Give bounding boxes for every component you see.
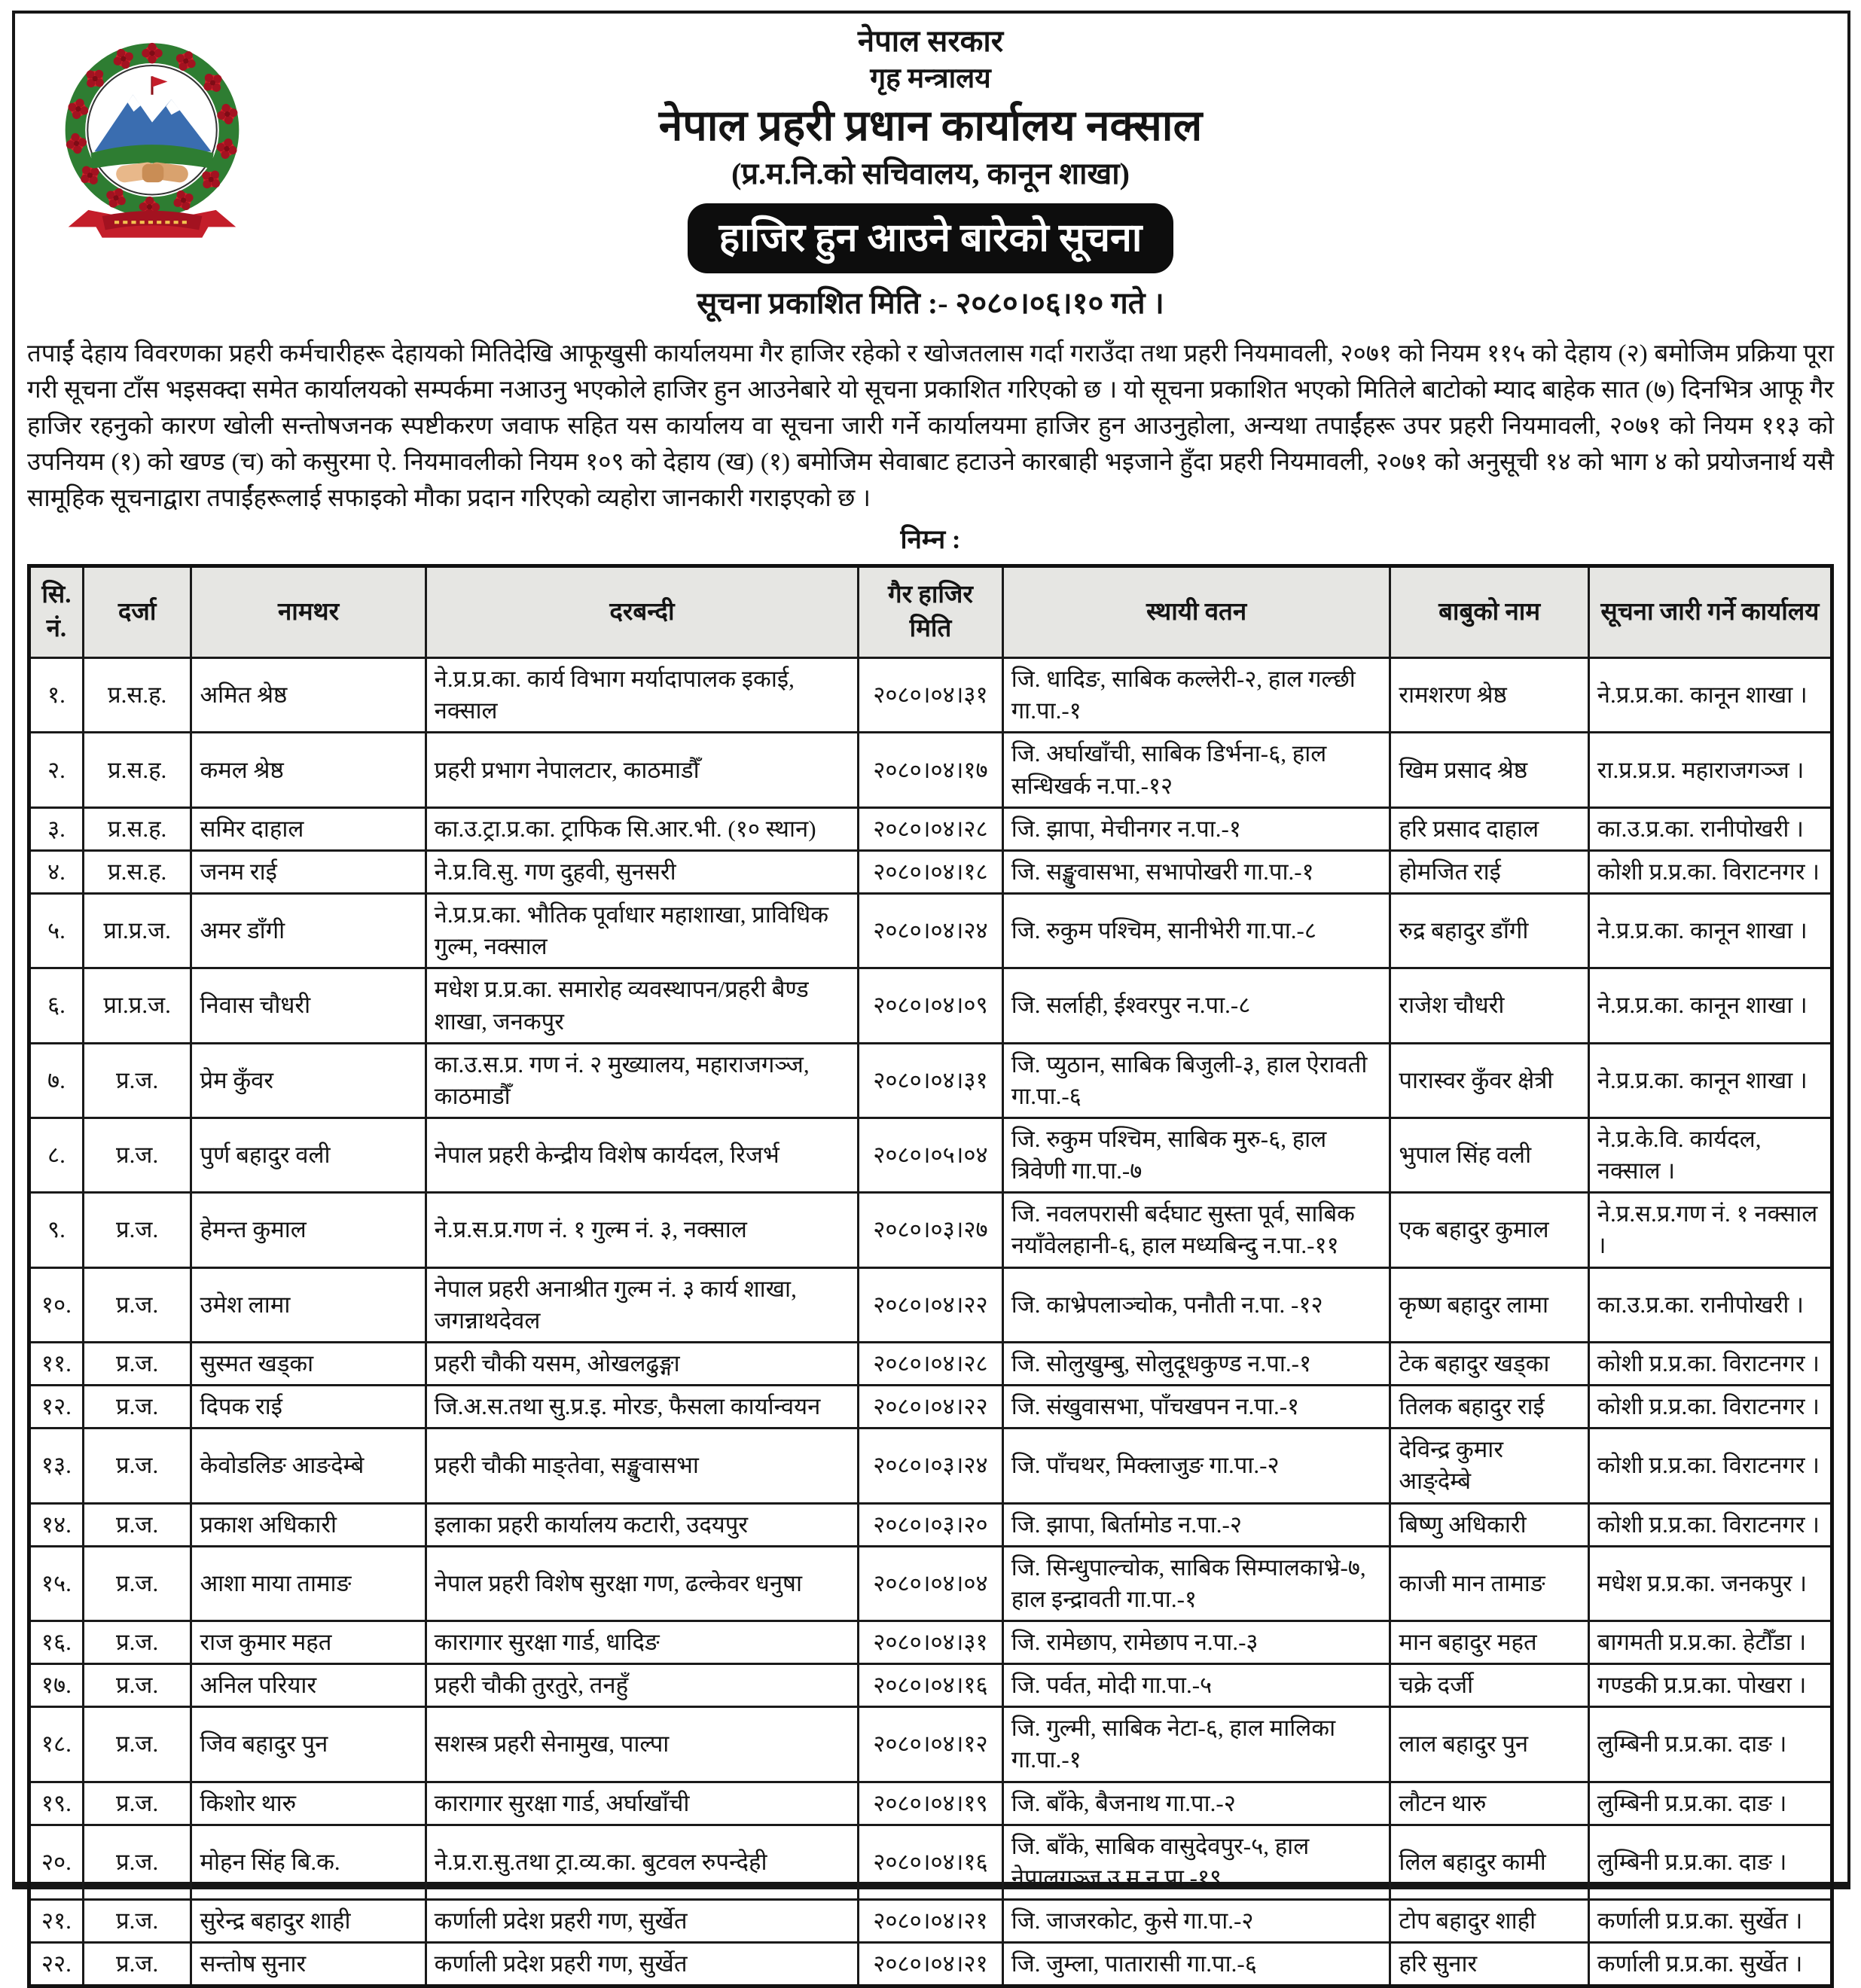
cell-absent-date: २०८०।०४।२२ (859, 1267, 1003, 1342)
cell-father-name: लिल बहादुर कामी (1390, 1825, 1588, 1899)
cell-posting: इलाका प्रहरी कार्यालय कटारी, उदयपुर (426, 1503, 859, 1546)
cell-issuing-office: बागमती प्र.प्र.का. हेटौँडा । (1588, 1621, 1832, 1664)
cell-rank: प्र.ज. (83, 1782, 191, 1825)
cell-name: सुरेन्द्र बहादुर शाही (191, 1900, 426, 1943)
cell-rank: प्रा.प्र.ज. (83, 894, 191, 968)
cell-sn: २१. (29, 1900, 84, 1943)
cell-rank: प्र.ज. (83, 1621, 191, 1664)
table-row (29, 1342, 1832, 1385)
cell-father-name: खिम प्रसाद श्रेष्ठ (1390, 733, 1588, 807)
cell-posting: ने.प्र.प्र.का. भौतिक पूर्वाधार महाशाखा, प्राविधिक गुल्म, नक्साल (426, 894, 859, 968)
cell-rank: प्र.स.ह. (83, 807, 191, 850)
cell-absent-date: २०८०।०४।२८ (859, 1342, 1003, 1385)
cell-rank: प्र.ज. (83, 1664, 191, 1707)
sub-office-name: (प्र.म.नि.को सचिवालय, कानून शाखा) (731, 156, 1130, 191)
cell-posting: ने.प्र.रा.सु.तथा ट्रा.व्य.का. बुटवल रुपन्देही (426, 1825, 859, 1899)
cell-absent-date: २०८०।०४।२२ (859, 1386, 1003, 1428)
table-row (29, 1900, 1832, 1943)
cell-absent-date: २०८०।०३।२० (859, 1503, 1003, 1546)
cell-father-name: काजी मान तामाङ (1390, 1546, 1588, 1621)
cell-issuing-office: ने.प्र.प्र.का. कानून शाखा । (1588, 894, 1832, 968)
cell-permanent-address: जि. काभ्रेपलाञ्चोक, पनौती न.पा. -१२ (1002, 1267, 1390, 1342)
cell-sn: १९. (29, 1782, 84, 1825)
cell-absent-date: २०८०।०५।०४ (859, 1117, 1003, 1192)
cell-absent-date: २०८०।०४।०९ (859, 968, 1003, 1043)
cell-permanent-address: जि. अर्घाखाँची, साबिक डिर्भना-६, हाल सन्धिखर्क न.पा.-१२ (1002, 733, 1390, 807)
cell-posting: ने.प्र.प्र.का. कार्य विभाग मर्यादापालक इकाई, नक्साल (426, 658, 859, 733)
table-header-row (29, 566, 1832, 658)
cell-permanent-address: जि. सर्लाही, ईश्वरपुर न.पा.-८ (1002, 968, 1390, 1043)
cell-father-name: बिष्णु अधिकारी (1390, 1503, 1588, 1546)
cell-name: पुर्ण बहादुर वली (191, 1117, 426, 1192)
cell-name: निवास चौधरी (191, 968, 426, 1043)
cell-issuing-office: लुम्बिनी प्र.प्र.का. दाङ । (1588, 1782, 1832, 1825)
cell-issuing-office: कोशी प्र.प्र.का. विराटनगर । (1588, 1342, 1832, 1385)
cell-father-name: रामशरण श्रेष्ठ (1390, 658, 1588, 733)
cell-issuing-office: ने.प्र.के.वि. कार्यदल, नक्साल । (1588, 1117, 1832, 1192)
cell-sn: ९. (29, 1193, 84, 1267)
cell-name: उमेश लामा (191, 1267, 426, 1342)
cell-rank: प्र.ज. (83, 1707, 191, 1782)
table-row (29, 1707, 1832, 1782)
cell-father-name: तिलक बहादुर राई (1390, 1386, 1588, 1428)
cell-permanent-address: जि. पाँचथर, मिक्लाजुङ गा.पा.-२ (1002, 1428, 1390, 1503)
cell-posting: नेपाल प्रहरी केन्द्रीय विशेष कार्यदल, रिजर्भ (426, 1117, 859, 1192)
notice-body-paragraph: तपाईं देहाय विवरणका प्रहरी कर्मचारीहरू देहायको मितिदेखि आफूखुसी कार्यालयमा गैर हाजिर रहेको र खोजतलास गर्दा गराउँदा तथा प्रहरी नियमावली, २०७१ को नियम ११५ को देहाय (२) बमोजिम प्रक्रिया पूरा गरी सूचना टाँस भइसक्दा समेत कार्यालयको सम्पर्कमा नआउनु भएकोले हाजिर हुन आउनेबारे यो सूचना प्रकाशित गरिएको छ । यो सूचना प्रकाशित भएको मितिले बाटोको म्याद बाहेक सात (७) दिनभित्र आफू गैर हाजिर रहनुको कारण खोली सन्तोषजनक स्पष्टीकरण जवाफ सहित यस कार्यालय वा सूचना जारी गर्ने कार्यालयमा हाजिर हुन आउनुहोला, अन्यथा तपाईंहरू उपर प्रहरी नियमावली, २०७१ को नियम ११३ को उपनियम (१) को खण्ड (च) को कसुरमा ऐ. नियमावलीको नियम १०९ को देहाय (ख) (१) बमोजिम सेवाबाट हटाउने कारबाही भइजाने हुँदा प्रहरी नियमावली, २०७१ को अनुसूची १४ को भाग ४ को प्रयोजनार्थ यसै सामूहिक सूचनाद्वारा तपाईंहरूलाई सफाइको मौका प्रदान गरिएको व्यहोरा जानकारी गराइएको छ । (27, 340, 1834, 513)
table-row (29, 850, 1832, 893)
cell-posting: का.उ.ट्रा.प्र.का. ट्राफिक सि.आर.भी. (१० स्थान) (426, 807, 859, 850)
cell-name: किशोर थारु (191, 1782, 426, 1825)
cell-sn: १७. (29, 1664, 84, 1707)
cell-issuing-office: कर्णाली प्र.प्र.का. सुर्खेत । (1588, 1943, 1832, 1986)
cell-name: आशा माया तामाङ (191, 1546, 426, 1621)
cell-father-name: देविन्द्र कुमार आङ्देम्बे (1390, 1428, 1588, 1503)
column-header-name: नामथर (191, 566, 426, 658)
cell-father-name: होमजित राई (1390, 850, 1588, 893)
header-row (29, 566, 1832, 658)
notice-title-banner: हाजिर हुन आउने बारेको सूचना (688, 203, 1174, 273)
table-row (29, 1546, 1832, 1621)
cell-rank: प्र.ज. (83, 1193, 191, 1267)
cell-rank: प्र.ज. (83, 1117, 191, 1192)
cell-issuing-office: ने.प्र.स.प्र.गण नं. १ नक्साल । (1588, 1193, 1832, 1267)
cell-permanent-address: जि. जाजरकोट, कुसे गा.पा.-२ (1002, 1900, 1390, 1943)
cell-name: दिपक राई (191, 1386, 426, 1428)
cell-posting: जि.अ.स.तथा सु.प्र.इ. मोरङ, फैसला कार्यान्वयन (426, 1386, 859, 1428)
cell-absent-date: २०८०।०४।२१ (859, 1943, 1003, 1986)
cell-permanent-address: जि. सङ्खुवासभा, सभापोखरी गा.पा.-१ (1002, 850, 1390, 893)
cell-issuing-office: का.उ.प्र.का. रानीपोखरी । (1588, 807, 1832, 850)
cell-father-name: टेक बहादुर खड्का (1390, 1342, 1588, 1385)
column-header-issuing-office: सूचना जारी गर्ने कार्यालय (1588, 566, 1832, 658)
cell-name: जिव बहादुर पुन (191, 1707, 426, 1782)
cell-posting: कारागार सुरक्षा गार्ड, अर्घाखाँची (426, 1782, 859, 1825)
cell-permanent-address: जि. प्युठान, साबिक बिजुली-३, हाल ऐरावती गा.पा.-६ (1002, 1043, 1390, 1117)
cell-rank: प्र.ज. (83, 1267, 191, 1342)
cell-name: प्रेम कुँवर (191, 1043, 426, 1117)
cell-name: सुस्मत खड्का (191, 1342, 426, 1385)
cell-permanent-address: जि. संखुवासभा, पाँचखपन न.पा.-१ (1002, 1386, 1390, 1428)
column-header-absent-date: गैर हाजिर मिति (859, 566, 1003, 658)
cell-posting: कर्णाली प्रदेश प्रहरी गण, सुर्खेत (426, 1943, 859, 1986)
cell-posting: प्रहरी चौकी यसम, ओखलढुङ्गा (426, 1342, 859, 1385)
cell-posting: कर्णाली प्रदेश प्रहरी गण, सुर्खेत (426, 1900, 859, 1943)
column-header-rank: दर्जा (83, 566, 191, 658)
cell-name: समिर दाहाल (191, 807, 426, 850)
cell-sn: १०. (29, 1267, 84, 1342)
letterhead (27, 23, 1834, 193)
cell-father-name: लौटन थारु (1390, 1782, 1588, 1825)
cell-absent-date: २०८०।०४।२१ (859, 1900, 1003, 1943)
cell-rank: प्र.ज. (83, 1900, 191, 1943)
cell-absent-date: २०८०।०४।३१ (859, 1043, 1003, 1117)
cell-name: अमर डाँगी (191, 894, 426, 968)
cell-posting: का.उ.स.प्र. गण नं. २ मुख्यालय, महाराजगञ्ज, काठमाडौँ (426, 1043, 859, 1117)
cell-father-name: कृष्ण बहादुर लामा (1390, 1267, 1588, 1342)
cell-rank: प्र.ज. (83, 1825, 191, 1899)
government-name: नेपाल सरकार (857, 24, 1004, 58)
cell-name: सन्तोष सुनार (191, 1943, 426, 1986)
cell-issuing-office: मधेश प्र.प्र.का. जनकपुर । (1588, 1546, 1832, 1621)
column-header-sn: सि. नं. (29, 566, 84, 658)
cell-issuing-office: गण्डकी प्र.प्र.का. पोखरा । (1588, 1664, 1832, 1707)
cell-issuing-office: रा.प्र.प्र.प्र. महाराजगञ्ज । (1588, 733, 1832, 807)
cell-issuing-office: ने.प्र.प्र.का. कानून शाखा । (1588, 968, 1832, 1043)
notice-table-body (29, 658, 1832, 1986)
cell-posting: नेपाल प्रहरी विशेष सुरक्षा गण, ढल्केवर धनुषा (426, 1546, 859, 1621)
cell-permanent-address: जि. जुम्ला, पातारासी गा.पा.-६ (1002, 1943, 1390, 1986)
cell-posting: प्रहरी प्रभाग नेपालटार, काठमाडौँ (426, 733, 859, 807)
cell-sn: १३. (29, 1428, 84, 1503)
cell-rank: प्र.ज. (83, 1342, 191, 1385)
cell-name: कमल श्रेष्ठ (191, 733, 426, 807)
cell-posting: ने.प्र.वि.सु. गण दुहवी, सुनसरी (426, 850, 859, 893)
cell-absent-date: २०८०।०४।२८ (859, 807, 1003, 850)
cell-rank: प्र.स.ह. (83, 733, 191, 807)
cell-sn: १८. (29, 1707, 84, 1782)
column-header-permanent-address: स्थायी वतन (1002, 566, 1390, 658)
cell-absent-date: २०८०।०४।१८ (859, 850, 1003, 893)
table-row (29, 1428, 1832, 1503)
cell-father-name: एक बहादुर कुमाल (1390, 1193, 1588, 1267)
cell-absent-date: २०८०।०४।१६ (859, 1664, 1003, 1707)
cell-father-name: भुपाल सिंह वली (1390, 1117, 1588, 1192)
table-row (29, 894, 1832, 968)
cell-absent-date: २०८०।०४।२४ (859, 894, 1003, 968)
cell-posting: सशस्त्र प्रहरी सेनामुख, पाल्पा (426, 1707, 859, 1782)
cell-father-name: पारास्वर कुँवर क्षेत्री (1390, 1043, 1588, 1117)
table-row (29, 1782, 1832, 1825)
cell-absent-date: २०८०।०४।३१ (859, 1621, 1003, 1664)
cell-permanent-address: जि. रुकुम पश्चिम, साबिक मुरु-६, हाल त्रिवेणी गा.पा.-७ (1002, 1117, 1390, 1192)
cell-name: केवोडलिङ आङदेम्बे (191, 1428, 426, 1503)
cell-permanent-address: जि. झापा, मेचीनगर न.पा.-१ (1002, 807, 1390, 850)
cell-posting: मधेश प्र.प्र.का. समारोह व्यवस्थापन/प्रहरी बैण्ड शाखा, जनकपुर (426, 968, 859, 1043)
cell-issuing-office: कोशी प्र.प्र.का. विराटनगर । (1588, 850, 1832, 893)
cell-issuing-office: ने.प्र.प्र.का. कानून शाखा । (1588, 658, 1832, 733)
cell-father-name: टोप बहादुर शाही (1390, 1900, 1588, 1943)
cell-sn: १. (29, 658, 84, 733)
cell-posting: कारागार सुरक्षा गार्ड, धादिङ (426, 1621, 859, 1664)
cell-rank: प्र.स.ह. (83, 658, 191, 733)
cell-permanent-address: जि. रुकुम पश्चिम, सानीभेरी गा.पा.-८ (1002, 894, 1390, 968)
cell-sn: ६. (29, 968, 84, 1043)
absentee-table (27, 564, 1834, 1988)
cell-absent-date: २०८०।०४।०४ (859, 1546, 1003, 1621)
table-row (29, 1943, 1832, 1986)
cell-permanent-address: जि. सोलुखुम्बु, सोलुदूधकुण्ड न.पा.-१ (1002, 1342, 1390, 1385)
table-row (29, 1825, 1832, 1899)
cell-father-name: राजेश चौधरी (1390, 968, 1588, 1043)
column-header-posting: दरबन्दी (426, 566, 859, 658)
cell-permanent-address: जि. नवलपरासी बर्दघाट सुस्ता पूर्व, साबिक नयाँवेलहानी-६, हाल मध्यबिन्दु न.पा.-११ (1002, 1193, 1390, 1267)
table-row (29, 733, 1832, 807)
cell-rank: प्र.ज. (83, 1043, 191, 1117)
cell-absent-date: २०८०।०४।१७ (859, 733, 1003, 807)
cell-rank: प्रा.प्र.ज. (83, 968, 191, 1043)
cell-permanent-address: जि. धादिङ, साबिक कल्लेरी-२, हाल गल्छी गा.पा.-१ (1002, 658, 1390, 733)
cell-name: अमित श्रेष्ठ (191, 658, 426, 733)
table-row (29, 1043, 1832, 1117)
cell-posting: ने.प्र.स.प्र.गण नं. १ गुल्म नं. ३, नक्साल (426, 1193, 859, 1267)
table-row (29, 1267, 1832, 1342)
cell-permanent-address: जि. बाँके, बैजनाथ गा.पा.-२ (1002, 1782, 1390, 1825)
cell-issuing-office: ने.प्र.प्र.का. कानून शाखा । (1588, 1043, 1832, 1117)
cell-issuing-office: कोशी प्र.प्र.का. विराटनगर । (1588, 1386, 1832, 1428)
cell-absent-date: २०८०।०४।१६ (859, 1825, 1003, 1899)
cell-name: अनिल परियार (191, 1664, 426, 1707)
cell-sn: १५. (29, 1546, 84, 1621)
cell-sn: ८. (29, 1117, 84, 1192)
cell-posting: प्रहरी चौकी माङ्तेवा, सङ्खुवासभा (426, 1428, 859, 1503)
cell-father-name: चक्रे दर्जी (1390, 1664, 1588, 1707)
cell-father-name: लाल बहादुर पुन (1390, 1707, 1588, 1782)
cell-name: हेमन्त कुमाल (191, 1193, 426, 1267)
cell-rank: प्र.स.ह. (83, 850, 191, 893)
cell-issuing-office: कोशी प्र.प्र.का. विराटनगर । (1588, 1503, 1832, 1546)
cell-permanent-address: जि. झापा, बिर्तामोड न.पा.-२ (1002, 1503, 1390, 1546)
list-label: निम्न : (900, 525, 961, 555)
cell-permanent-address: जि. गुल्मी, साबिक नेटा-६, हाल मालिका गा.पा.-१ (1002, 1707, 1390, 1782)
cell-rank: प्र.ज. (83, 1386, 191, 1428)
table-row (29, 1193, 1832, 1267)
cell-posting: प्रहरी चौकी तुरतुरे, तनहुँ (426, 1664, 859, 1707)
cell-sn: २. (29, 733, 84, 807)
cell-father-name: हरि सुनार (1390, 1943, 1588, 1986)
table-row (29, 1117, 1832, 1192)
cell-name: राज कुमार महत (191, 1621, 426, 1664)
cell-name: मोहन सिंह बि.क. (191, 1825, 426, 1899)
cell-absent-date: २०८०।०३।२७ (859, 1193, 1003, 1267)
cell-rank: प्र.ज. (83, 1503, 191, 1546)
cell-permanent-address: जि. रामेछाप, रामेछाप न.पा.-३ (1002, 1621, 1390, 1664)
published-date: सूचना प्रकाशित मिति :- २०८०।०६।१० गते । (697, 285, 1164, 320)
table-row (29, 968, 1832, 1043)
cell-sn: ५. (29, 894, 84, 968)
cell-rank: प्र.ज. (83, 1943, 191, 1986)
cell-permanent-address: जि. पर्वत, मोदी गा.पा.-५ (1002, 1664, 1390, 1707)
cell-absent-date: २०८०।०४।३१ (859, 658, 1003, 733)
cell-absent-date: २०८०।०३।२४ (859, 1428, 1003, 1503)
ministry-name: गृह मन्त्रालय (870, 63, 991, 94)
office-name: नेपाल प्रहरी प्रधान कार्यालय नक्साल (658, 102, 1203, 151)
cell-father-name: हरि प्रसाद दाहाल (1390, 807, 1588, 850)
cell-absent-date: २०८०।०४।१९ (859, 1782, 1003, 1825)
cell-rank: प्र.ज. (83, 1546, 191, 1621)
cell-sn: २२. (29, 1943, 84, 1986)
cell-posting: नेपाल प्रहरी अनाश्रीत गुल्म नं. ३ कार्य शाखा, जगन्नाथदेवल (426, 1267, 859, 1342)
cell-name: प्रकाश अधिकारी (191, 1503, 426, 1546)
cell-issuing-office: कोशी प्र.प्र.का. विराटनगर । (1588, 1428, 1832, 1503)
cell-rank: प्र.ज. (83, 1428, 191, 1503)
cell-issuing-office: का.उ.प्र.का. रानीपोखरी । (1588, 1267, 1832, 1342)
cell-sn: ११. (29, 1342, 84, 1385)
cell-sn: ७. (29, 1043, 84, 1117)
cell-issuing-office: कर्णाली प्र.प्र.का. सुर्खेत । (1588, 1900, 1832, 1943)
table-row (29, 658, 1832, 733)
cell-sn: २०. (29, 1825, 84, 1899)
cell-sn: ४. (29, 850, 84, 893)
cell-issuing-office: लुम्बिनी प्र.प्र.का. दाङ । (1588, 1825, 1832, 1899)
table-row (29, 807, 1832, 850)
cell-sn: १४. (29, 1503, 84, 1546)
table-row (29, 1386, 1832, 1428)
cell-father-name: मान बहादुर महत (1390, 1621, 1588, 1664)
cell-sn: १२. (29, 1386, 84, 1428)
table-row (29, 1503, 1832, 1546)
cell-issuing-office: लुम्बिनी प्र.प्र.का. दाङ । (1588, 1707, 1832, 1782)
cell-absent-date: २०८०।०४।१२ (859, 1707, 1003, 1782)
cell-sn: १६. (29, 1621, 84, 1664)
column-header-father-name: बाबुको नाम (1390, 566, 1588, 658)
cell-permanent-address: जि. बाँके, साबिक वासुदेवपुर-५, हाल नेपालगञ्ज उ.म.न.पा.-१९ (1002, 1825, 1390, 1899)
table-row (29, 1664, 1832, 1707)
cell-name: जनम राई (191, 850, 426, 893)
cell-father-name: रुद्र बहादुर डाँगी (1390, 894, 1588, 968)
table-row (29, 1621, 1832, 1664)
cell-sn: ३. (29, 807, 84, 850)
cell-permanent-address: जि. सिन्धुपाल्चोक, साबिक सिम्पालकाभ्रे-७, हाल इन्द्रावती गा.पा.-१ (1002, 1546, 1390, 1621)
